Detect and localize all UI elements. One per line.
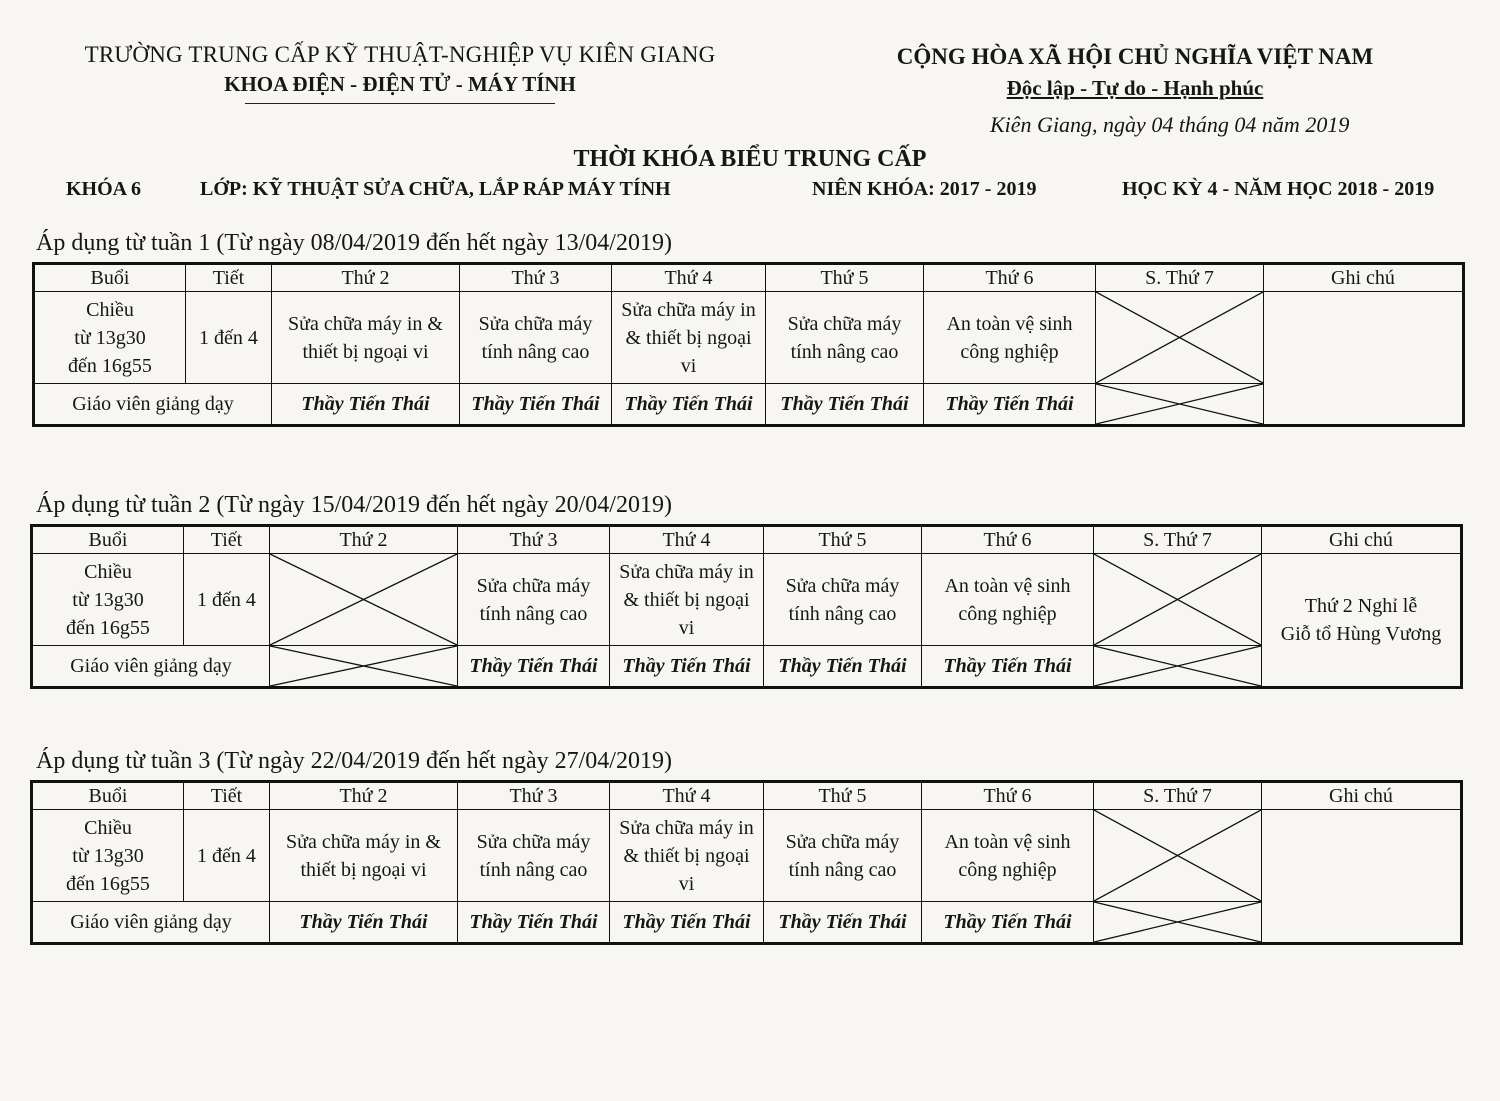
subject-line: Sửa chữa máy bbox=[478, 312, 593, 335]
empty-teacher-sat bbox=[1094, 902, 1262, 944]
subject-line: Sửa chữa máy bbox=[787, 312, 902, 335]
cross-out-mark bbox=[1094, 554, 1261, 645]
note-line: Giỗ tổ Hùng Vương bbox=[1280, 623, 1442, 645]
class-label: LỚP: KỸ THUẬT SỬA CHỮA, LẮP RÁP MÁY TÍNH bbox=[200, 178, 671, 200]
note-line: Thứ 2 Nghỉ lễ bbox=[1304, 595, 1418, 617]
subject-line: Sửa chữa máy in & bbox=[286, 830, 441, 853]
note-cell bbox=[1262, 554, 1462, 688]
column-header: Thứ 2 bbox=[270, 782, 458, 810]
teacher-cell-thu5: Thầy Tiến Thái bbox=[764, 646, 922, 688]
subject-cell-thu4 bbox=[612, 292, 766, 384]
empty-cell-sat bbox=[1094, 554, 1262, 646]
column-header: Buổi bbox=[32, 526, 184, 554]
years-label: NIÊN KHÓA: 2017 - 2019 bbox=[812, 178, 1037, 200]
week-3-caption: Áp dụng từ tuần 3 (Từ ngày 22/04/2019 đến hết ngày 27/04/2019) bbox=[36, 748, 672, 774]
teacher-cell-thu4: Thầy Tiến Thái bbox=[610, 646, 764, 688]
subject-line: công nghiệp bbox=[960, 340, 1059, 363]
column-header: Thứ 2 bbox=[270, 526, 458, 554]
session-cell bbox=[32, 554, 184, 646]
subject-line: An toàn vệ sinh bbox=[946, 312, 1073, 335]
empty-cell-thu2 bbox=[270, 554, 458, 646]
teacher-cell-thu6: Thầy Tiến Thái bbox=[922, 902, 1094, 944]
cross-out-mark bbox=[270, 554, 457, 645]
subject-cell-thu2 bbox=[272, 292, 460, 384]
subject-line: vi bbox=[680, 354, 697, 377]
header-divider bbox=[245, 103, 555, 104]
column-header: Tiết bbox=[184, 526, 270, 554]
subject-line: Sửa chữa máy in bbox=[619, 560, 754, 583]
column-header: Ghi chú bbox=[1262, 782, 1462, 810]
column-header: Thứ 5 bbox=[764, 782, 922, 810]
school-header bbox=[40, 42, 760, 104]
column-header: Thứ 6 bbox=[924, 264, 1096, 292]
week-1-caption: Áp dụng từ tuần 1 (Từ ngày 08/04/2019 đến hết ngày 13/04/2019) bbox=[36, 230, 672, 256]
header-row bbox=[34, 264, 1464, 292]
session-cell bbox=[32, 810, 184, 902]
note-cell bbox=[1264, 292, 1464, 426]
empty-teacher-thu2 bbox=[270, 646, 458, 688]
session-line: Chiều bbox=[84, 560, 132, 583]
subject-row bbox=[32, 810, 1462, 902]
empty-teacher-sat bbox=[1096, 384, 1264, 426]
teacher-row-label: Giáo viên giảng dạy bbox=[32, 902, 270, 944]
subject-line: Sửa chữa máy bbox=[785, 574, 900, 597]
session-line: đến 16g55 bbox=[66, 616, 150, 639]
course-label: KHÓA 6 bbox=[66, 178, 142, 200]
periods-cell: 1 đến 4 bbox=[186, 292, 272, 384]
subject-cell-thu4 bbox=[610, 810, 764, 902]
column-header: Ghi chú bbox=[1264, 264, 1464, 292]
subject-cell-thu4 bbox=[610, 554, 764, 646]
periods-cell: 1 đến 4 bbox=[184, 554, 270, 646]
teacher-row bbox=[34, 384, 1464, 426]
header-row bbox=[32, 526, 1462, 554]
national-header bbox=[840, 44, 1430, 101]
session-cell bbox=[34, 292, 186, 384]
teacher-row bbox=[32, 902, 1462, 944]
column-header: Thứ 3 bbox=[458, 782, 610, 810]
session-line: đến 16g55 bbox=[68, 354, 152, 377]
week-2-caption: Áp dụng từ tuần 2 (Từ ngày 15/04/2019 đến hết ngày 20/04/2019) bbox=[36, 492, 672, 518]
teacher-cell-thu6: Thầy Tiến Thái bbox=[924, 384, 1096, 426]
subject-line: tính nâng cao bbox=[479, 602, 588, 625]
teacher-cell-thu3: Thầy Tiến Thái bbox=[458, 902, 610, 944]
subject-line: Sửa chữa máy bbox=[785, 830, 900, 853]
week-2-timetable bbox=[30, 524, 1463, 689]
periods-cell: 1 đến 4 bbox=[184, 810, 270, 902]
column-header: Thứ 4 bbox=[612, 264, 766, 292]
cross-out-mark bbox=[1096, 292, 1263, 383]
subject-line: tính nâng cao bbox=[788, 858, 897, 881]
subject-line: An toàn vệ sinh bbox=[944, 830, 1071, 853]
page-title: THỜI KHÓA BIỂU TRUNG CẤP bbox=[573, 146, 927, 172]
week-1-timetable bbox=[32, 262, 1465, 427]
faculty-name: KHOA ĐIỆN - ĐIỆN TỬ - MÁY TÍNH bbox=[224, 72, 576, 96]
column-header: S. Thứ 7 bbox=[1094, 526, 1262, 554]
column-header: Ghi chú bbox=[1262, 526, 1462, 554]
subject-cell-thu3 bbox=[460, 292, 612, 384]
subject-row bbox=[32, 554, 1462, 646]
teacher-cell-thu3: Thầy Tiến Thái bbox=[460, 384, 612, 426]
column-header: Thứ 3 bbox=[458, 526, 610, 554]
teacher-cell-thu5: Thầy Tiến Thái bbox=[766, 384, 924, 426]
subject-line: tính nâng cao bbox=[790, 340, 899, 363]
column-header: Thứ 6 bbox=[922, 782, 1094, 810]
subject-line: vi bbox=[678, 616, 695, 639]
session-line: từ 13g30 bbox=[72, 844, 144, 867]
subject-cell-thu5 bbox=[766, 292, 924, 384]
cross-out-mark bbox=[1094, 646, 1261, 686]
subject-line: & thiết bị ngoại bbox=[623, 844, 750, 867]
national-motto: Độc lập - Tự do - Hạnh phúc bbox=[1006, 76, 1264, 100]
column-header: Thứ 5 bbox=[764, 526, 922, 554]
subject-line: công nghiệp bbox=[958, 602, 1057, 625]
session-line: Chiều bbox=[86, 298, 134, 321]
subject-line: tính nâng cao bbox=[481, 340, 590, 363]
session-line: đến 16g55 bbox=[66, 872, 150, 895]
subject-line: & thiết bị ngoại bbox=[625, 326, 752, 349]
note-cell bbox=[1262, 810, 1462, 944]
subject-line: tính nâng cao bbox=[479, 858, 588, 881]
cross-out-mark bbox=[1096, 384, 1263, 424]
subject-line: Sửa chữa máy bbox=[476, 830, 591, 853]
column-header: Thứ 6 bbox=[922, 526, 1094, 554]
column-header: S. Thứ 7 bbox=[1094, 782, 1262, 810]
teacher-row-label: Giáo viên giảng dạy bbox=[32, 646, 270, 688]
column-header: Thứ 3 bbox=[460, 264, 612, 292]
teacher-cell-thu4: Thầy Tiến Thái bbox=[612, 384, 766, 426]
subject-line: An toàn vệ sinh bbox=[944, 574, 1071, 597]
teacher-cell-thu3: Thầy Tiến Thái bbox=[458, 646, 610, 688]
teacher-cell-thu4: Thầy Tiến Thái bbox=[610, 902, 764, 944]
cross-out-mark bbox=[1094, 810, 1261, 901]
subject-line: & thiết bị ngoại bbox=[623, 588, 750, 611]
subject-line: vi bbox=[678, 872, 695, 895]
subject-cell-thu2 bbox=[270, 810, 458, 902]
cross-out-mark bbox=[270, 646, 457, 686]
column-header: Buổi bbox=[32, 782, 184, 810]
teacher-cell-thu5: Thầy Tiến Thái bbox=[764, 902, 922, 944]
column-header: Thứ 4 bbox=[610, 526, 764, 554]
country-name: CỘNG HÒA XÃ HỘI CHỦ NGHĨA VIỆT NAM bbox=[896, 44, 1374, 69]
subject-line: Sửa chữa máy in & bbox=[288, 312, 443, 335]
teacher-cell-thu2: Thầy Tiến Thái bbox=[270, 902, 458, 944]
column-header: Tiết bbox=[184, 782, 270, 810]
column-header: Tiết bbox=[186, 264, 272, 292]
week-3-timetable bbox=[30, 780, 1463, 945]
column-header: Thứ 5 bbox=[766, 264, 924, 292]
column-header: Thứ 2 bbox=[272, 264, 460, 292]
empty-cell-sat bbox=[1096, 292, 1264, 384]
teacher-row-label: Giáo viên giảng dạy bbox=[34, 384, 272, 426]
teacher-cell-thu6: Thầy Tiến Thái bbox=[922, 646, 1094, 688]
teacher-row bbox=[32, 646, 1462, 688]
session-line: từ 13g30 bbox=[72, 588, 144, 611]
school-name: TRƯỜNG TRUNG CẤP KỸ THUẬT-NGHIỆP VỤ KIÊN GIANG bbox=[84, 42, 716, 67]
session-line: Chiều bbox=[84, 816, 132, 839]
subject-cell-thu5 bbox=[764, 554, 922, 646]
subject-line: Sửa chữa máy in bbox=[619, 816, 754, 839]
semester-label: HỌC KỲ 4 - NĂM HỌC 2018 - 2019 bbox=[1122, 178, 1435, 200]
empty-cell-sat bbox=[1094, 810, 1262, 902]
subject-line: công nghiệp bbox=[958, 858, 1057, 881]
subject-cell-thu3 bbox=[458, 810, 610, 902]
column-header: S. Thứ 7 bbox=[1096, 264, 1264, 292]
subject-cell-thu6 bbox=[922, 810, 1094, 902]
subject-line: Sửa chữa máy in bbox=[621, 298, 756, 321]
subject-cell-thu6 bbox=[924, 292, 1096, 384]
column-header: Buổi bbox=[34, 264, 186, 292]
subject-cell-thu5 bbox=[764, 810, 922, 902]
session-line: từ 13g30 bbox=[74, 326, 146, 349]
cross-out-mark bbox=[1094, 902, 1261, 942]
subject-cell-thu6 bbox=[922, 554, 1094, 646]
subject-line: thiết bị ngoại vi bbox=[300, 858, 427, 881]
date-line: Kiên Giang, ngày 04 tháng 04 năm 2019 bbox=[990, 112, 1350, 137]
empty-teacher-sat bbox=[1094, 646, 1262, 688]
subject-row bbox=[34, 292, 1464, 384]
header-row bbox=[32, 782, 1462, 810]
subject-line: Sửa chữa máy bbox=[476, 574, 591, 597]
subject-line: thiết bị ngoại vi bbox=[302, 340, 429, 363]
teacher-cell-thu2: Thầy Tiến Thái bbox=[272, 384, 460, 426]
column-header: Thứ 4 bbox=[610, 782, 764, 810]
subject-cell-thu3 bbox=[458, 554, 610, 646]
subject-line: tính nâng cao bbox=[788, 602, 897, 625]
